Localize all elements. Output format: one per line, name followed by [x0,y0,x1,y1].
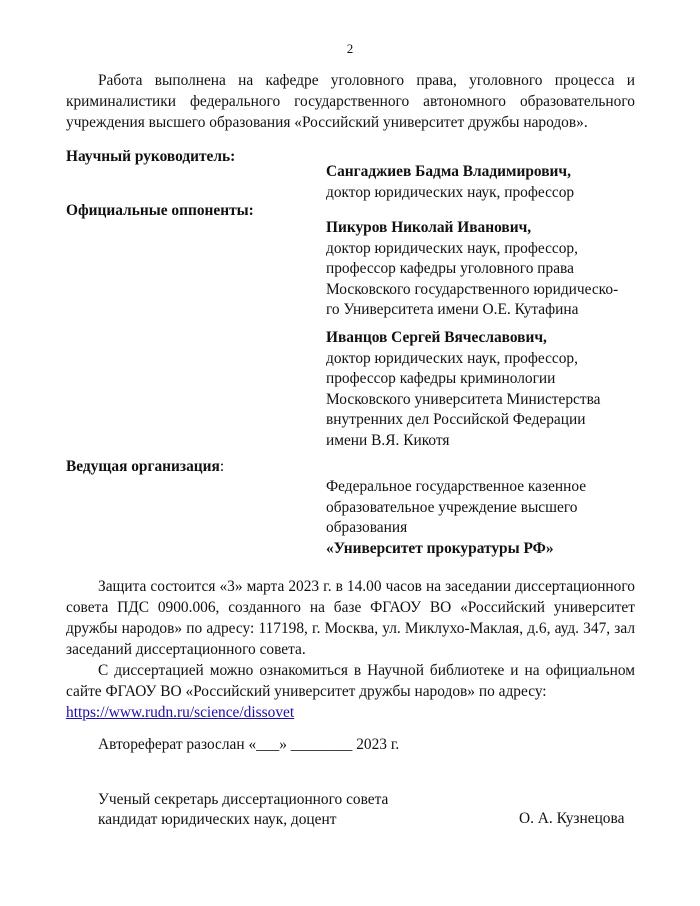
leading-org-line: образовательное учреждение высшего [326,498,578,516]
opponent-name: Иванцов Сергей Вячеславович, [326,329,547,346]
supervisor-line: доктор юридических наук, профессор [326,183,575,201]
library-paragraph [66,660,635,723]
leading-org-name: «Университет прокуратуры РФ» [326,539,554,557]
page-number: 2 [346,41,354,56]
opponent-line: имени В.Я. Кикотя [326,431,450,449]
leading-org-label: Ведущая организация [66,458,220,475]
opponent-line: внутренних дел Российской Федерации [326,411,586,428]
opponent-2 [326,328,646,451]
secretary-title: Ученый секретарь диссертационного совета [98,791,389,808]
supervisor-label: Научный руководитель: [66,148,236,165]
leading-org-label-colon: : [219,458,225,475]
supervisor-block [326,162,646,203]
defense-paragraph [66,576,635,660]
leading-org-label-wrap [66,458,224,476]
library-text: С диссертацией можно ознакомиться в Научной библиотеке и на официальном сайте ФГАОУ ВО «Российский университет дружбы народов» по адресу: [66,662,635,700]
secretary-degree: кандидат юридических наук, доцент [98,811,337,828]
leading-org-block [326,477,646,559]
leading-org-line: образования [326,519,408,536]
opponents-label: Официальные оппоненты: [66,202,254,219]
intro-text: Работа выполнена на кафедре уголовного права, уголовного процесса и криминалистики федерального государственного автономного образовательного учреждения высшего образования «Российский университет дружбы народов». [66,72,635,131]
opponent-line: Московского государственного юридическо- [326,280,619,298]
opponent-line: Московского университета Министерства [326,390,601,408]
opponent-line: профессор кафедры криминологии [326,370,556,387]
opponent-line: профессор кафедры уголовного права [326,260,574,277]
supervisor-name: Сангаджиев Бадма Владимирович, [326,163,571,180]
opponent-1 [326,218,646,321]
defense-text: Защита состоится «3» марта 2023 г. в 14.00 часов на заседании диссертационного совета ПДС 0900.006, созданного на базе ФГАОУ ВО «Российский университет дружбы народов» по адресу: 117198, г. Москва, ул. Миклухо-Маклая, д.6, ауд. 347, зал заседаний диссертационного совета. [66,578,635,658]
opponent-name: Пикуров Николай Иванович, [326,219,532,236]
intro-paragraph [66,70,635,133]
sent-line: Автореферат разослан «___» ________ 2023 г. [98,736,400,753]
opponent-line: доктор юридических наук, профессор, [326,349,578,367]
secretary-block [98,790,388,830]
opponent-line: доктор юридических наук, профессор, [326,239,578,257]
dissovet-link[interactable]: https://www.rudn.ru/science/dissovet [66,704,295,721]
secretary-name: О. А. Кузнецова [519,810,625,827]
leading-org-line: Федеральное государственное казенное [326,478,587,495]
opponent-line: го Университета имени О.Е. Кутафина [326,301,579,318]
